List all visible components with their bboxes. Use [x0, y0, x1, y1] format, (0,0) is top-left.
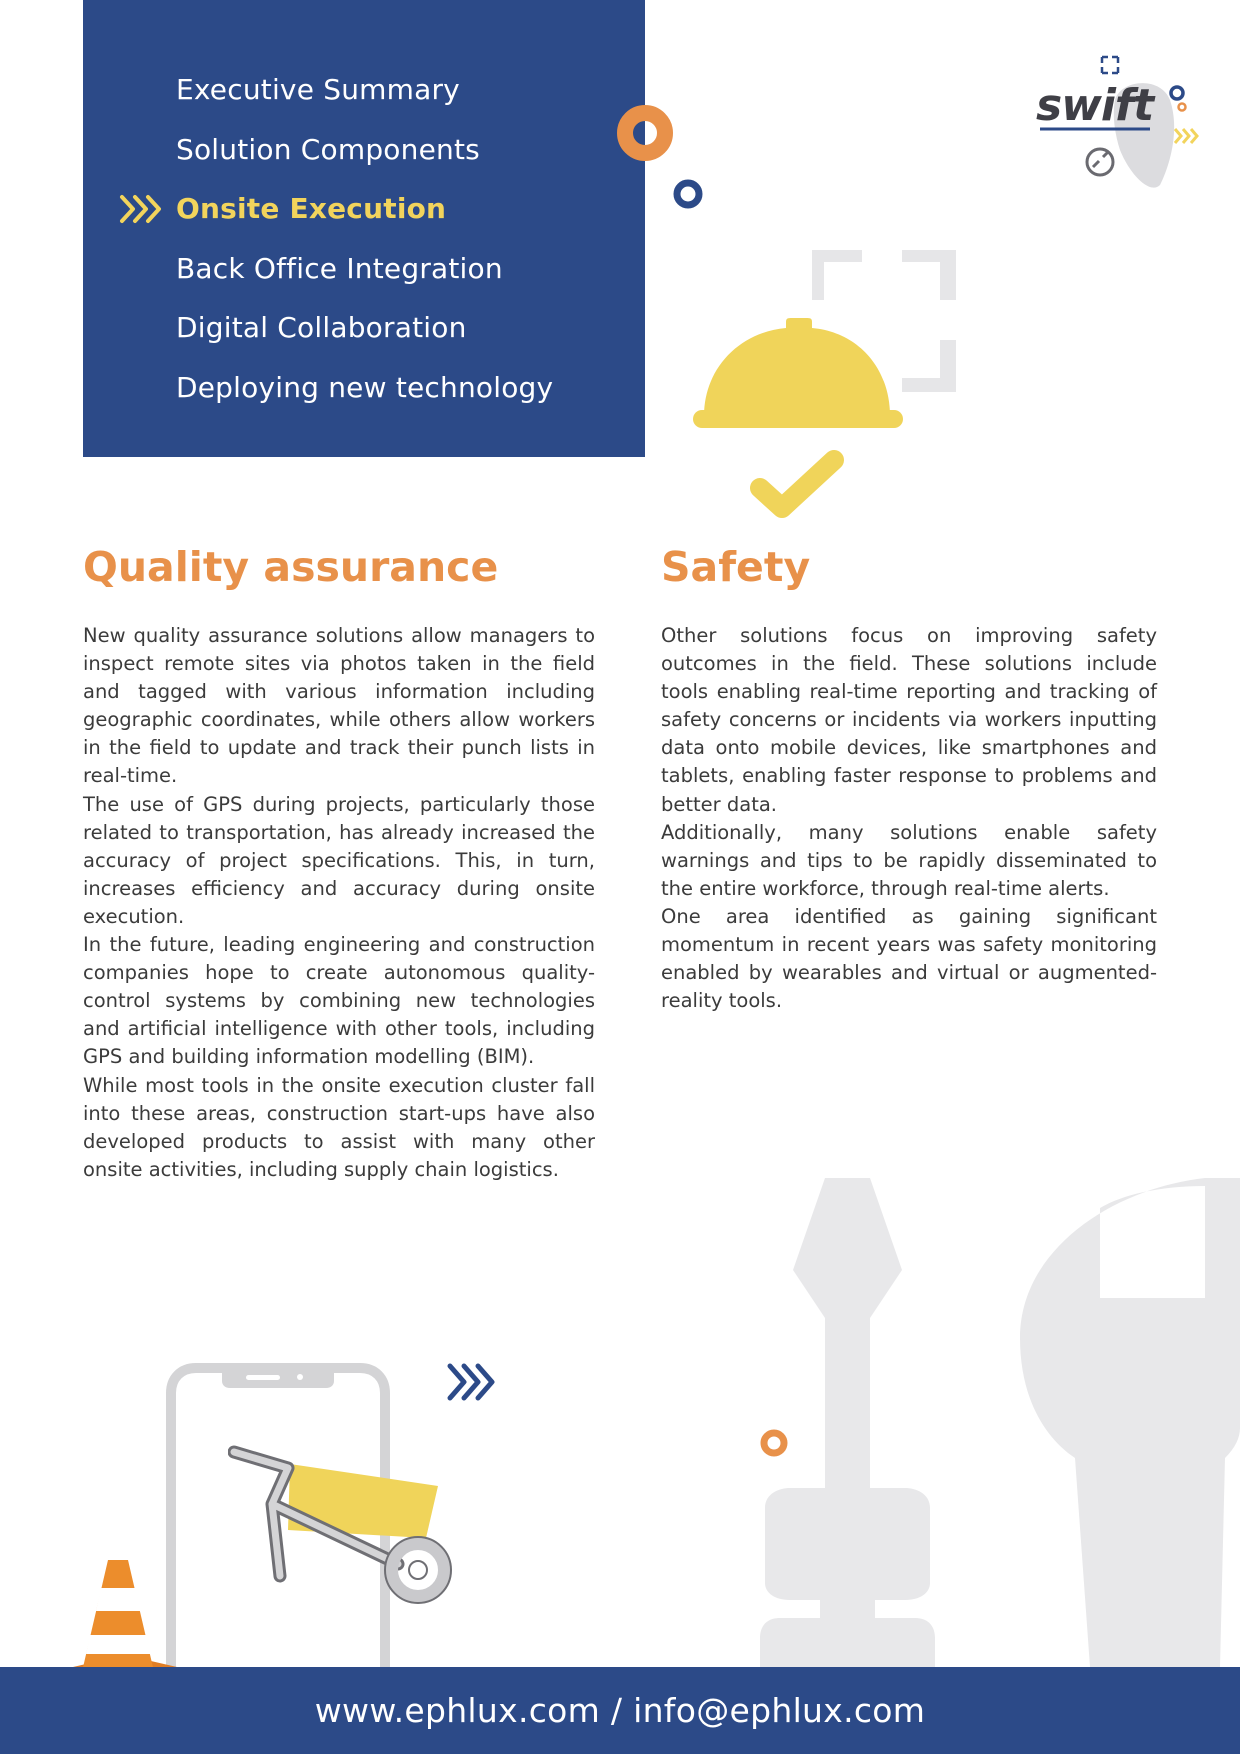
- tools-illustration: [755, 1178, 1240, 1667]
- screwdriver-icon: [760, 1178, 935, 1667]
- wheelbarrow-icon: [228, 1438, 460, 1616]
- logo-text: swift: [1036, 80, 1154, 131]
- nav-item-back-office-integration[interactable]: [83, 239, 645, 299]
- chevrons-right-icon: [119, 194, 163, 224]
- safety-paragraph-3: One area identified as gaining significant momentum in recent years was safety monitoring enabled by wearables and virtual or augmented-reality tools.: [661, 904, 1157, 1013]
- section-navigation-list: [83, 60, 645, 417]
- orange-ring-icon: [616, 104, 674, 162]
- nav-item-solution-components[interactable]: [83, 120, 645, 180]
- nav-item-digital-collaboration[interactable]: [83, 298, 645, 358]
- safety-paragraph-1: Other solutions focus on improving safety outcomes in the field. These solutions include tools enabling real-time reporting and tracking of safety concerns or incidents via workers inputting data onto mobile devices, like smartphones and tablets, enabling faster response to problems and better data.: [661, 624, 1157, 816]
- safety-paragraph-2: Additionally, many solutions enable safety warnings and tips to be rapidly disseminated to the entire workforce, through real-time alerts.: [661, 820, 1157, 900]
- nav-item-label: Back Office Integration: [176, 251, 503, 285]
- quality-paragraph-2: The use of GPS during projects, particularly those related to transportation, has already increased the accuracy of project specifications. This, in turn, increases efficiency and accuracy during onsite execution.: [83, 792, 595, 928]
- nav-item-label: Executive Summary: [176, 73, 460, 107]
- nav-item-label: Onsite Execution: [176, 192, 447, 226]
- nav-item-deploying-new-technology[interactable]: [83, 358, 645, 418]
- hard-hat-icon: [690, 318, 906, 430]
- navy-ring-icon: [672, 178, 704, 210]
- safety-heading: Safety: [661, 543, 811, 591]
- quality-paragraph-3: In the future, leading engineering and construction companies hope to create autonomous quality-control systems by combining new technologies and artificial intelligence with other tools, including GPS and building information modelling (BIM).: [83, 933, 595, 1069]
- quality-paragraph-1: New quality assurance solutions allow managers to inspect remote sites via photos taken in the field and tagged with various information including geographic coordinates, while others allow workers in the field to update and track their punch lists in real-time.: [83, 624, 595, 788]
- nav-item-label: Digital Collaboration: [176, 311, 467, 345]
- nav-item-onsite-execution[interactable]: [83, 179, 645, 239]
- quality-paragraph-4: While most tools in the onsite execution cluster fall into these areas, construction start-ups have also developed products to assist with many other onsite activities, including supply chain logistics.: [83, 1073, 595, 1181]
- wrench-icon: [1020, 1178, 1240, 1667]
- checkmark-icon: [748, 448, 848, 520]
- quality-assurance-body: [83, 622, 595, 1184]
- quality-assurance-heading: Quality assurance: [83, 543, 499, 591]
- chevrons-right-icon: [446, 1362, 498, 1402]
- nav-item-executive-summary[interactable]: [83, 60, 645, 120]
- section-navigation-panel: [83, 0, 645, 457]
- page-footer: [0, 1667, 1240, 1754]
- safety-body: [661, 622, 1157, 1015]
- nav-item-label: Deploying new technology: [176, 370, 554, 404]
- orange-ring-icon: [759, 1428, 789, 1458]
- footer-contact-text[interactable]: www.ephlux.com / info@ephlux.com: [314, 1691, 926, 1730]
- nav-item-label: Solution Components: [176, 132, 480, 166]
